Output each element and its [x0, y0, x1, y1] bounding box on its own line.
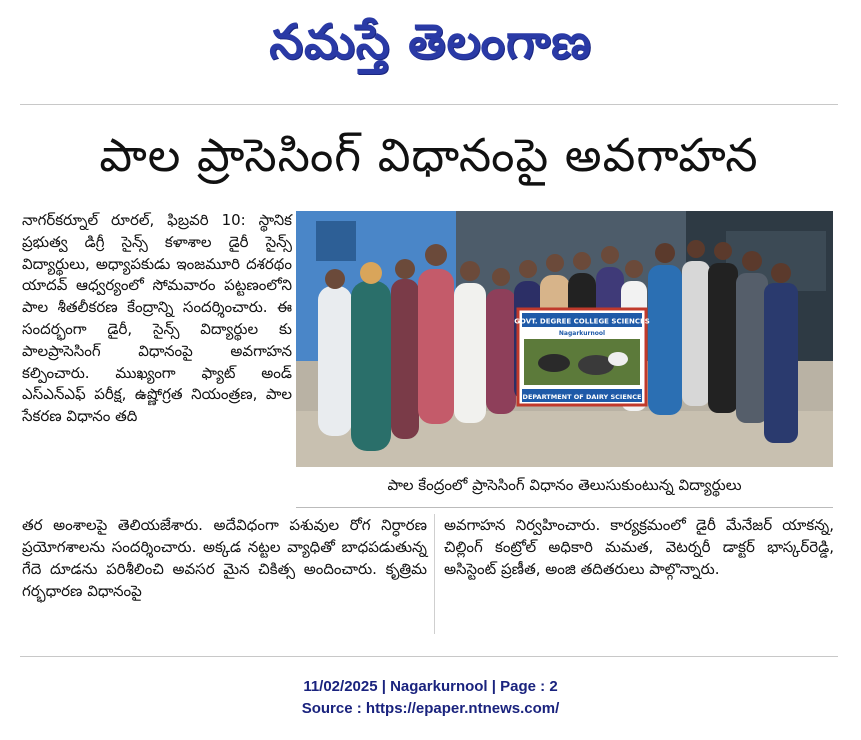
banner-department: DEPARTMENT OF DAIRY SCIENCE	[522, 393, 642, 401]
banner-college-name: GOVT. DEGREE COLLEGE SCIENCES	[514, 317, 650, 326]
masthead-logo-text: నమస్తే తెలంగాణ	[269, 14, 592, 70]
article-headline: పాల ప్రాసెసింగ్ విధానంపై అవగాహన	[99, 128, 759, 182]
top-divider	[20, 104, 838, 105]
bottom-divider	[20, 656, 838, 657]
column-divider	[434, 514, 435, 634]
banner-location: Nagarkurnool	[558, 330, 606, 337]
footer-source-line: Source : https://epaper.ntnews.com/	[301, 700, 560, 717]
article-body-column-2: తర అంశాలపై తెలియజేశారు. అదేవిధంగా పశువుల రోగ నిర్ధారణ ప్రయోగశాలను సందర్శించారు. అక్కడ నట్టల వ్యాధితో బాధపడుతున్న గేదె దూడను పరిశీలించి అవసర మైన చికిత్స అందించారు. కృత్రిమ గర్భధారణ విధానంపై	[22, 516, 427, 600]
article-photo	[296, 211, 833, 467]
department-banner	[514, 309, 650, 405]
photo-illustration	[296, 211, 833, 467]
caption-divider	[296, 507, 833, 508]
footer	[0, 676, 861, 720]
footer-date-line: 11/02/2025 | Nagarkurnool | Page : 2	[303, 678, 558, 695]
photo-caption: పాల కేంద్రంలో ప్రాసెసింగ్ విధానం తెలుసుకుంటున్న విద్యార్థులు	[296, 467, 833, 507]
article-body-column-1: నాగర్‌కర్నూల్ రూరల్, ఫిబ్రవరి 10: స్థానిక ప్రభుత్వ డిగ్రీ సైన్స్ కళాశాల డైరీ సైన్స్ విద్యార్థులు, అధ్యాపకుడు ఇంజమూరి దశరథం యాదవ్ ఆధ్వర్యంలో సోమవారం పట్టణంలోని పాల శీతలీకరణ కేంద్రాన్ని సందర్శించారు. ఈ సందర్భంగా డైరీ, సైన్స్ విద్యార్థుల కు పాలప్రాసెసింగ్ విధానంపై అవగాహన కల్పించారు. ముఖ్యంగా ఫ్యాట్ అండ్ ఎస్ఎన్ఎఫ్ పరీక్ష, ఉష్ణోగ్రత నియంత్రణ, పాల సేకరణ విధానం తది	[22, 211, 292, 426]
masthead	[0, 0, 861, 96]
article-body-column-3: అవగాహన నిర్వహించారు. కార్యక్రమంలో డైరీ మేనేజర్ యాకన్న, చిల్లింగ్ కంట్రోల్ అధికారి మమత, వెటర్నరీ డాక్టర్ భాస్కర్‌రెడ్డి, అసిస్టెంట్ ప్రణీత, అంజి తదితరులు పాల్గొన్నారు.	[444, 516, 834, 578]
